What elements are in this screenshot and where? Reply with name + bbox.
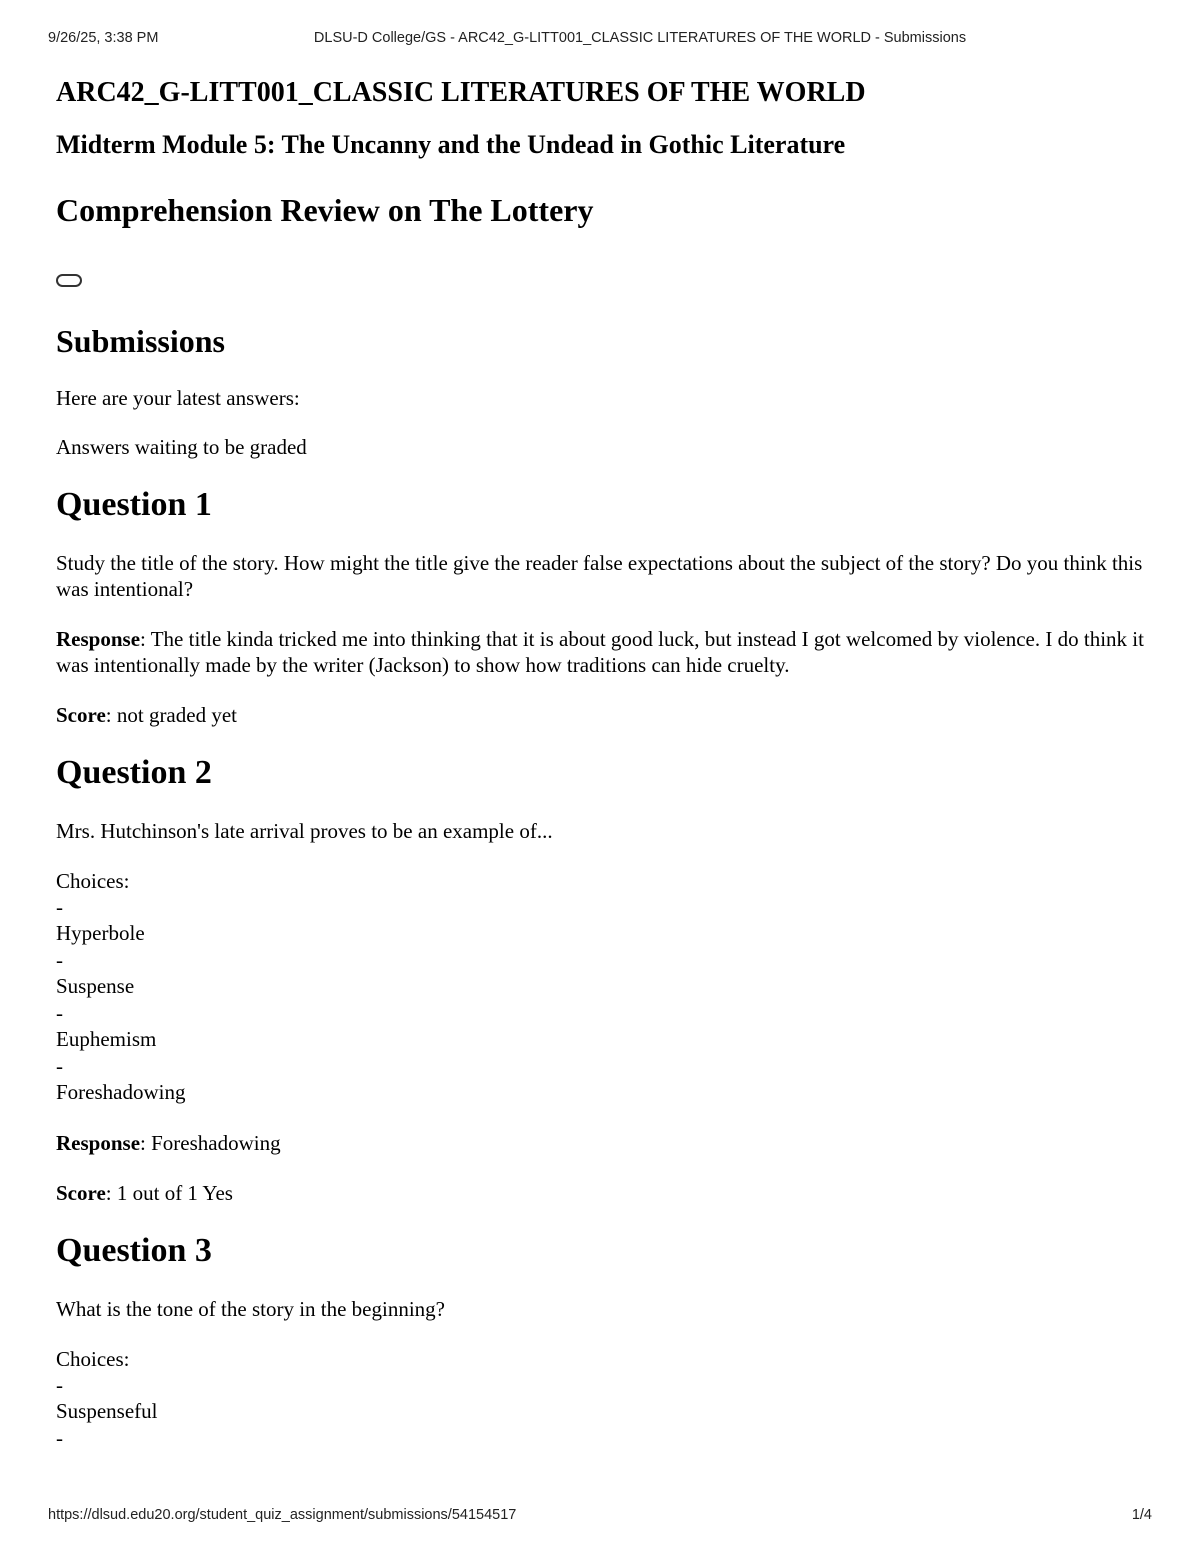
response-label: Response bbox=[56, 1131, 141, 1155]
score-value: 1 out of 1 Yes bbox=[116, 1181, 233, 1205]
choice-dash: - bbox=[56, 1373, 63, 1397]
response-value: The title kinda tricked me into thinking that it is about good luck, but instead I got welcomed by violence. I do think it was intentionally made by the writer (Jackson) to show how traditions can hide cruelty. bbox=[56, 627, 1144, 677]
question-text: Mrs. Hutchinson's late arrival proves to be an example of... bbox=[56, 819, 553, 843]
main-content bbox=[56, 76, 1146, 1451]
submissions-heading: Submissions bbox=[56, 323, 225, 359]
choice-dash: - bbox=[56, 895, 63, 919]
choices-list bbox=[56, 1372, 1146, 1451]
choices-label: Choices: bbox=[56, 1347, 130, 1371]
question-text: What is the tone of the story in the beginning? bbox=[56, 1297, 445, 1321]
submissions-intro: Here are your latest answers: bbox=[56, 386, 300, 410]
score-label: Score bbox=[56, 1181, 106, 1205]
question-text: Study the title of the story. How might the title give the reader false expectations about the subject of the story? Do you think this was intentional? bbox=[56, 551, 1143, 601]
page-number: 1/4 bbox=[1131, 1507, 1152, 1523]
score-label: Score bbox=[56, 703, 106, 727]
score-value: not graded yet bbox=[116, 703, 237, 727]
choice-item: Suspense bbox=[56, 974, 135, 998]
quiz-title: Comprehension Review on The Lottery bbox=[56, 192, 594, 228]
print-datetime: 9/26/25, 3:38 PM bbox=[48, 30, 159, 46]
choice-dash: - bbox=[56, 1054, 63, 1078]
toggle-pill-icon[interactable] bbox=[56, 274, 82, 287]
choice-dash: - bbox=[56, 948, 63, 972]
print-page-title: DLSU-D College/GS - ARC42_G-LITT001_CLASSIC LITERATURES OF THE WORLD - Submissions bbox=[313, 30, 967, 46]
grading-status: Answers waiting to be graded bbox=[56, 435, 307, 459]
choices-list bbox=[56, 894, 1146, 1106]
print-url[interactable]: https://dlsud.edu20.org/student_quiz_assignment/submissions/54154517 bbox=[48, 1507, 517, 1523]
print-header bbox=[0, 30, 1200, 50]
response-value: Foreshadowing bbox=[151, 1131, 281, 1155]
response-label: Response bbox=[56, 627, 141, 651]
module-title: Midterm Module 5: The Uncanny and the Undead in Gothic Literature bbox=[56, 130, 846, 159]
course-title: ARC42_G-LITT001_CLASSIC LITERATURES OF THE WORLD bbox=[56, 77, 866, 108]
question-3 bbox=[56, 1230, 1146, 1451]
choice-item: Hyperbole bbox=[56, 921, 145, 945]
question-1 bbox=[56, 484, 1146, 728]
choice-item: Suspenseful bbox=[56, 1399, 158, 1423]
question-heading: Question 3 bbox=[56, 1232, 212, 1269]
choice-item: Euphemism bbox=[56, 1027, 157, 1051]
score: Score: not graded yet bbox=[56, 703, 237, 727]
choice-item: Foreshadowing bbox=[56, 1080, 186, 1104]
response: Response: Foreshadowing bbox=[56, 1131, 281, 1155]
choice-dash: - bbox=[56, 1426, 63, 1450]
choice-dash: - bbox=[56, 1001, 63, 1025]
question-2 bbox=[56, 752, 1146, 1206]
print-footer bbox=[0, 1507, 1200, 1527]
question-heading: Question 1 bbox=[56, 486, 212, 523]
response: Response: The title kinda tricked me into thinking that it is about good luck, but instead I got welcomed by violence. I do think it was intentionally made by the writer (Jackson) to show how traditions can hide cruelty. bbox=[56, 627, 1144, 677]
choices-label: Choices: bbox=[56, 869, 130, 893]
score: Score: 1 out of 1 Yes bbox=[56, 1181, 233, 1205]
question-heading: Question 2 bbox=[56, 754, 212, 791]
